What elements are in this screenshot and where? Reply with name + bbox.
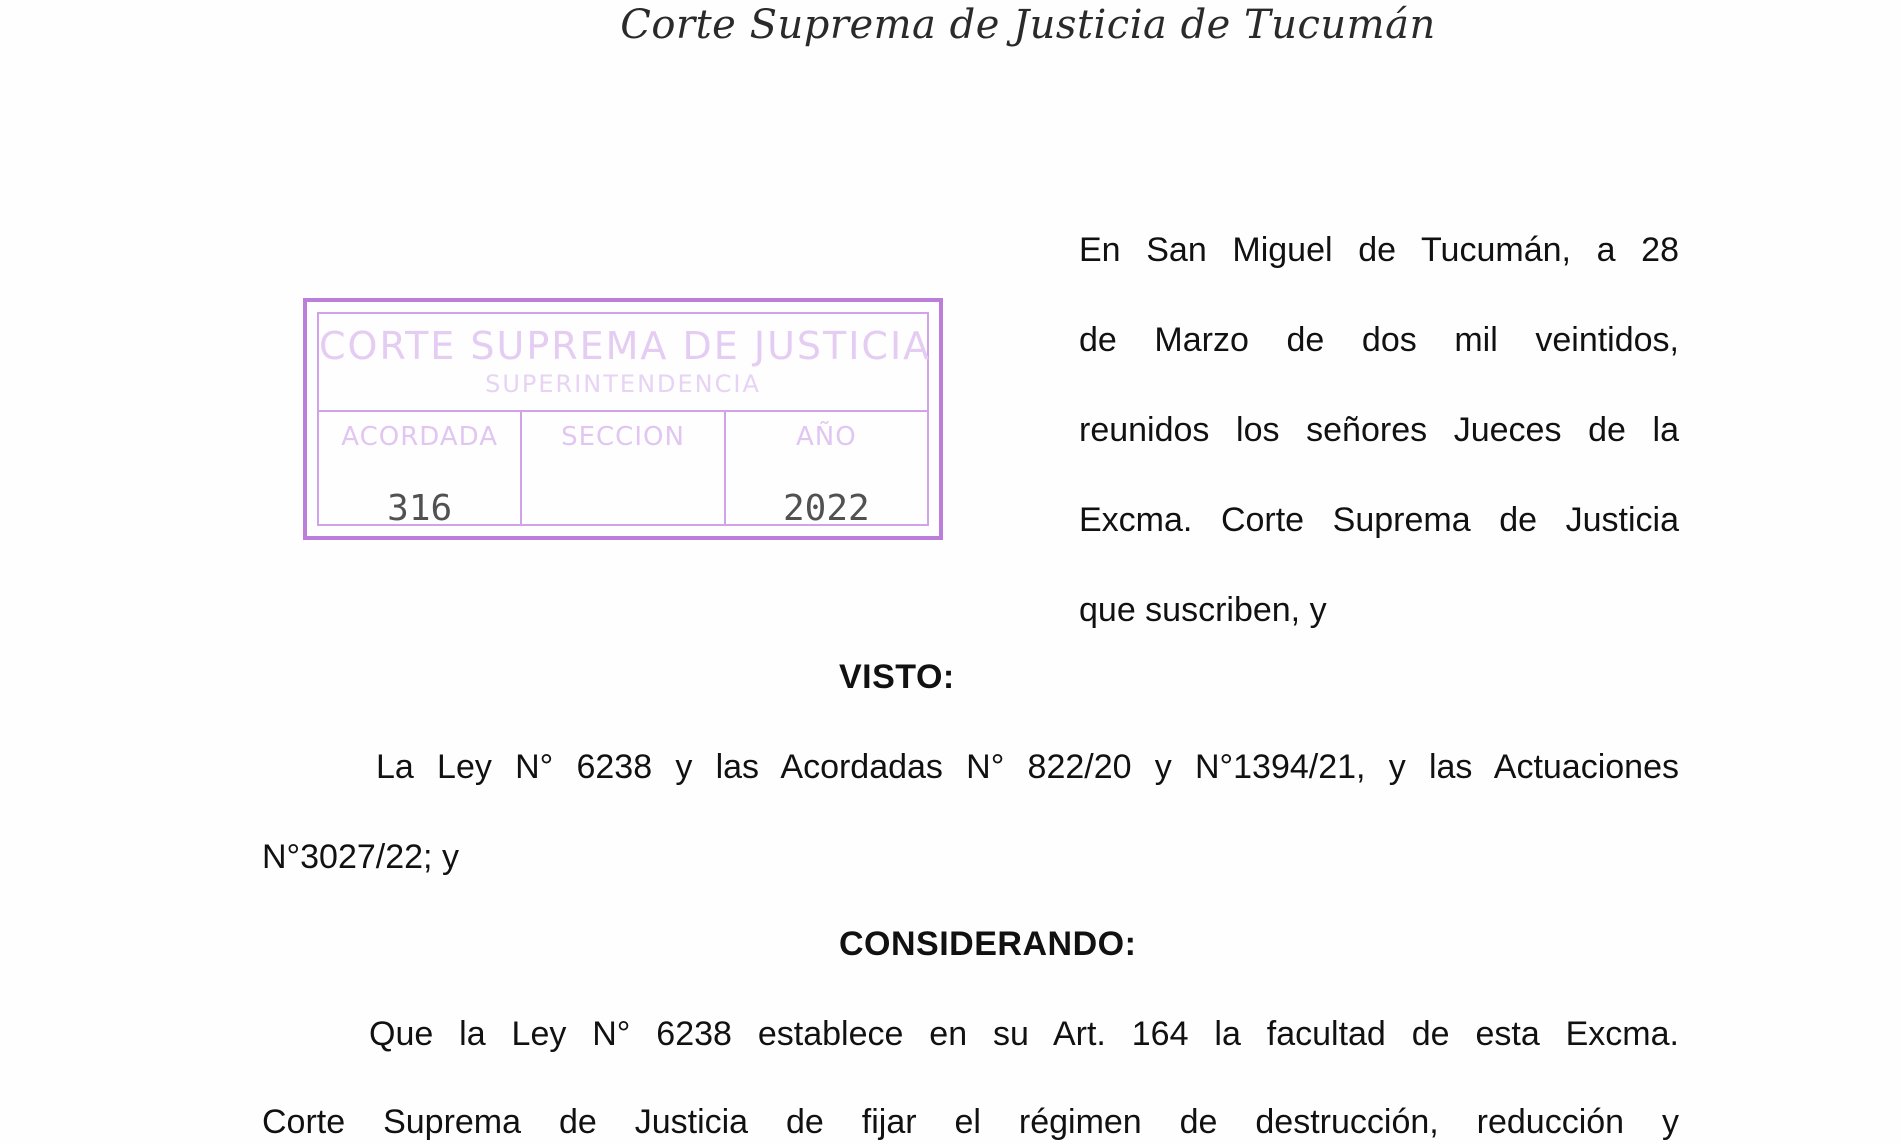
stamp-label-acordada: ACORDADA bbox=[341, 422, 499, 452]
stamp-court-name: CORTE SUPREMA DE JUSTICIA bbox=[319, 324, 932, 368]
letterhead-title: Corte Suprema de Justicia de Tucumán bbox=[620, 2, 1436, 48]
considerando-line: Corte Suprema de Justicia de fijar el régimen de destrucción, reducción y bbox=[262, 1103, 1679, 1141]
stamp-frame bbox=[317, 312, 932, 529]
intro-line: Excma. Corte Suprema de Justicia bbox=[1079, 501, 1679, 539]
stamp-label-ano: AÑO bbox=[795, 422, 857, 452]
stamp-header bbox=[319, 314, 932, 412]
visto-line: La Ley N° 6238 y las Acordadas N° 822/20 y N°1394/21, y las Actuaciones bbox=[376, 748, 1679, 786]
stamp-value-ano: 2022 bbox=[782, 488, 870, 529]
stamp-cell-ano bbox=[726, 410, 927, 529]
stamp-department: SUPERINTENDENCIA bbox=[485, 370, 761, 398]
visto-heading: VISTO: bbox=[839, 658, 955, 696]
stamp-cell-seccion bbox=[522, 410, 725, 524]
considerando-heading: CONSIDERANDO: bbox=[839, 925, 1137, 963]
stamp-label-seccion: SECCION bbox=[561, 422, 685, 452]
stamp-cell-acordada bbox=[319, 410, 522, 529]
stamp-value-acordada: 316 bbox=[387, 488, 453, 529]
stamp-fields bbox=[319, 410, 927, 529]
visto-line: N°3027/22; y bbox=[262, 838, 459, 876]
intro-paragraph bbox=[1079, 205, 1679, 655]
intro-line: reunidos los señores Jueces de la bbox=[1079, 411, 1679, 449]
intro-line: En San Miguel de Tucumán, a 28 bbox=[1079, 231, 1679, 269]
intro-line: de Marzo de dos mil veintidos, bbox=[1079, 321, 1679, 359]
considerando-line: Que la Ley N° 6238 establece en su Art. 164 la facultad de esta Excma. bbox=[369, 1015, 1679, 1053]
court-stamp bbox=[303, 298, 943, 540]
intro-line: que suscriben, y bbox=[1079, 591, 1327, 629]
